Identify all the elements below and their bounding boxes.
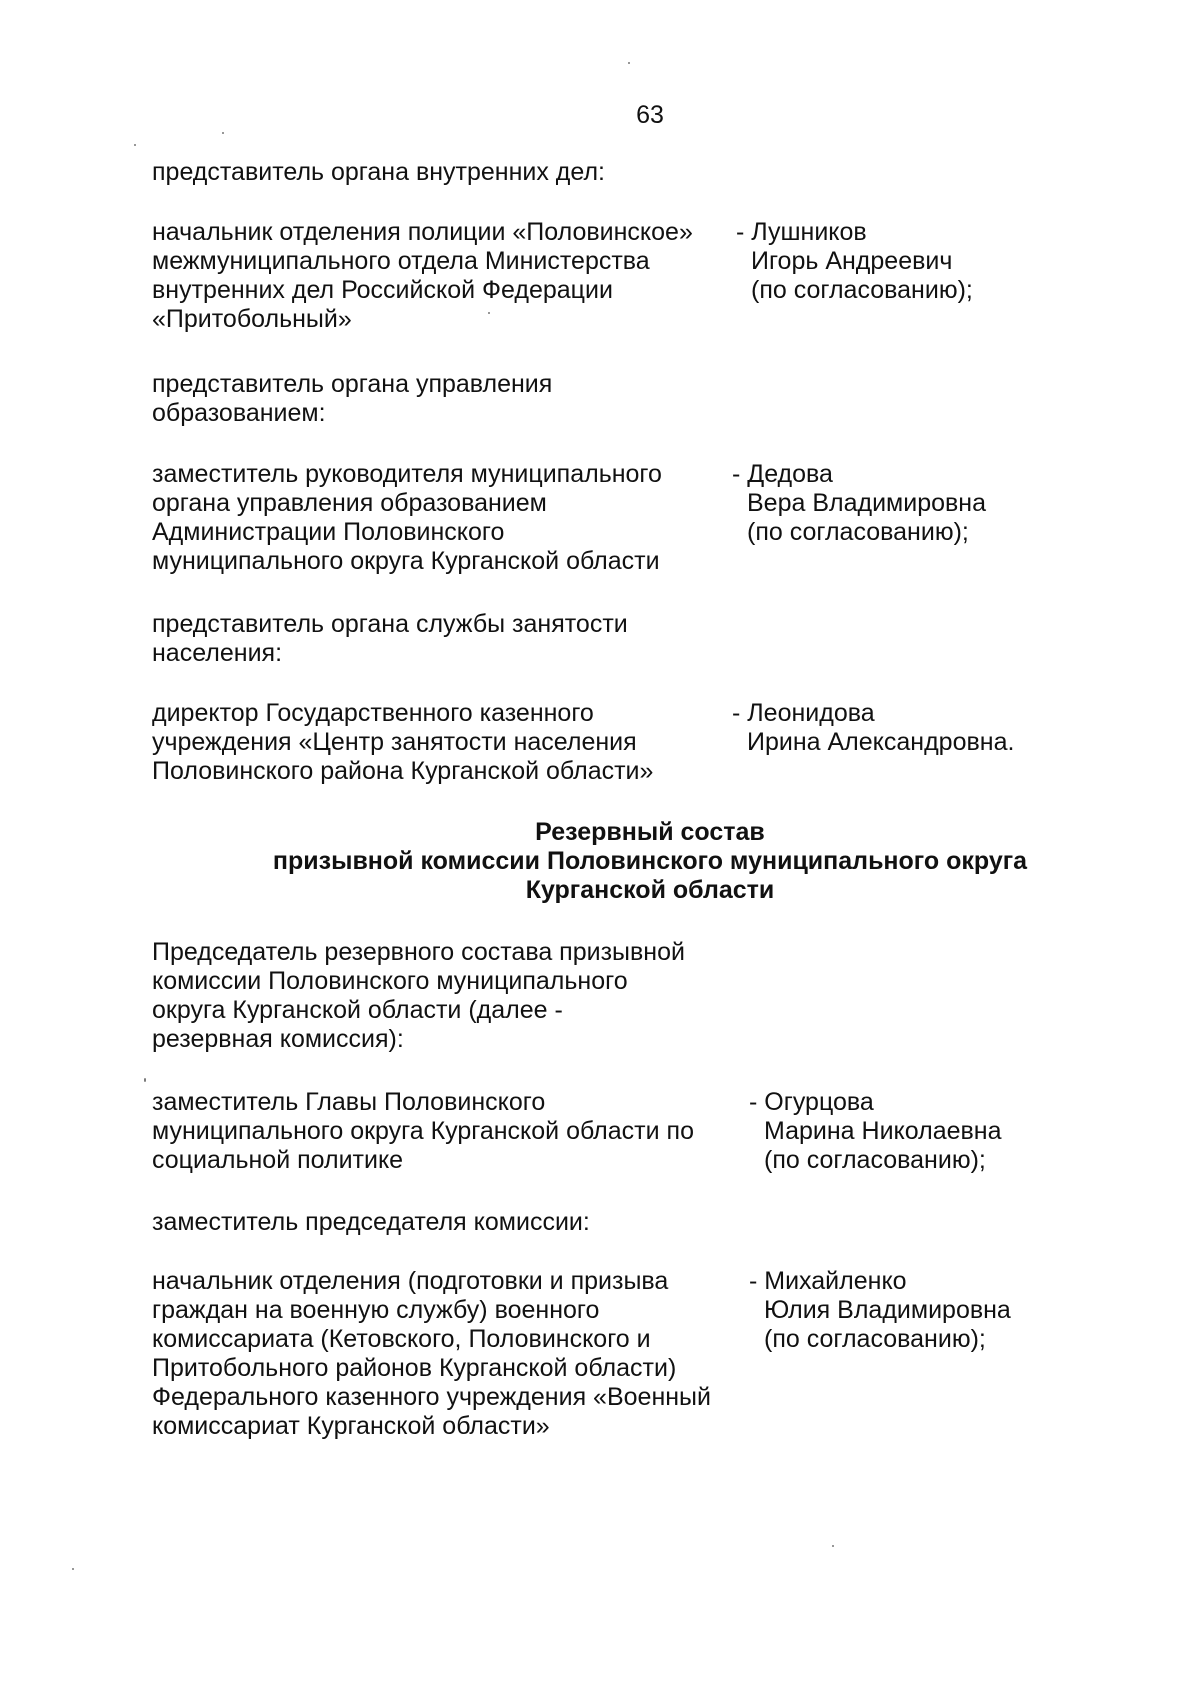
person-surname: - Огурцова	[749, 1088, 874, 1116]
heading-education	[152, 370, 552, 428]
person-surname: - Михайленко	[749, 1267, 907, 1295]
person-note: (по согласованию);	[751, 276, 973, 304]
person-given-names: Юлия Владимировна	[764, 1296, 1011, 1324]
position-line: начальник отделения (подготовки и призыва	[152, 1267, 669, 1295]
person-given-names: Вера Владимировна	[747, 489, 987, 517]
position-employment-director	[152, 699, 653, 786]
position-line: муниципального округа Курганской области по	[152, 1117, 694, 1145]
position-line: начальник отделения полиции «Половинское»	[152, 218, 693, 246]
position-line: социальной политике	[152, 1146, 404, 1174]
person-note: (по согласованию);	[764, 1325, 986, 1353]
position-line: учреждения «Центр занятости населения	[152, 728, 637, 756]
position-line: Притобольного районов Курганской области)	[152, 1354, 677, 1382]
position-military-commissariat	[152, 1267, 711, 1441]
scan-speck	[222, 132, 224, 134]
person-leonidova	[732, 699, 1014, 757]
position-line: межмуниципального отдела Министерства	[152, 247, 650, 275]
person-given-names: Ирина Александровна.	[747, 728, 1015, 756]
heading-deputy-chairman	[152, 1208, 590, 1237]
person-dedova	[732, 460, 986, 547]
position-line: Федерального казенного учреждения «Военный	[152, 1383, 711, 1411]
heading-line: образованием:	[152, 399, 326, 427]
heading-internal-affairs	[152, 158, 605, 187]
person-surname: - Леонидова	[732, 699, 875, 727]
heading-line: округа Курганской области (далее -	[152, 996, 563, 1024]
position-line: заместитель Главы Половинского	[152, 1088, 546, 1116]
person-surname: - Лушников	[736, 218, 867, 246]
person-given-names: Марина Николаевна	[764, 1117, 1002, 1145]
position-line: органа управления образованием	[152, 489, 547, 517]
title-line: Курганской области	[525, 876, 775, 904]
reserve-composition-title	[0, 818, 1200, 905]
person-note: (по согласованию);	[764, 1146, 986, 1174]
heading-line: представитель органа службы занятости	[152, 610, 628, 638]
heading-line: Председатель резервного состава призывной	[152, 938, 685, 966]
position-police-chief	[152, 218, 693, 334]
heading-line: представитель органа внутренних дел:	[152, 158, 606, 186]
scan-speck	[144, 1078, 146, 1082]
person-surname: - Дедова	[732, 460, 833, 488]
scan-speck	[134, 144, 136, 146]
position-line: Половинского района Курганской области»	[152, 757, 654, 785]
heading-line: населения:	[152, 639, 283, 667]
position-line: граждан на военную службу) военного	[152, 1296, 600, 1324]
position-line: директор Государственного казенного	[152, 699, 594, 727]
scan-speck	[628, 62, 630, 64]
heading-employment	[152, 610, 628, 668]
scan-speck	[832, 1545, 834, 1547]
heading-line: резервная комиссия):	[152, 1025, 404, 1053]
position-education-deputy	[152, 460, 662, 576]
person-ogurtsova	[749, 1088, 1002, 1175]
heading-reserve-chairman	[152, 938, 685, 1054]
heading-line: заместитель председателя комиссии:	[152, 1208, 590, 1236]
person-mikhailenko	[749, 1267, 1011, 1354]
position-line: муниципального округа Курганской области	[152, 547, 660, 575]
position-line: «Притобольный»	[152, 305, 352, 333]
position-line: Администрации Половинского	[152, 518, 505, 546]
title-line: Резервный состав	[535, 818, 765, 846]
person-note: (по согласованию);	[747, 518, 969, 546]
position-deputy-head	[152, 1088, 694, 1175]
heading-line: представитель органа управления	[152, 370, 553, 398]
person-lushnikov	[736, 218, 973, 305]
scan-speck	[488, 312, 490, 314]
position-line: комиссариат Курганской области»	[152, 1412, 550, 1440]
position-line: комиссариата (Кетовского, Половинского и	[152, 1325, 651, 1353]
heading-line: комиссии Половинского муниципального	[152, 967, 628, 995]
position-line: заместитель руководителя муниципального	[152, 460, 662, 488]
person-given-names: Игорь Андреевич	[751, 247, 953, 275]
title-line: призывной комиссии Половинского муниципального округа	[272, 847, 1028, 875]
scan-speck	[72, 1568, 74, 1570]
position-line: внутренних дел Российской Федерации	[152, 276, 613, 304]
page-number: 63	[636, 101, 664, 129]
